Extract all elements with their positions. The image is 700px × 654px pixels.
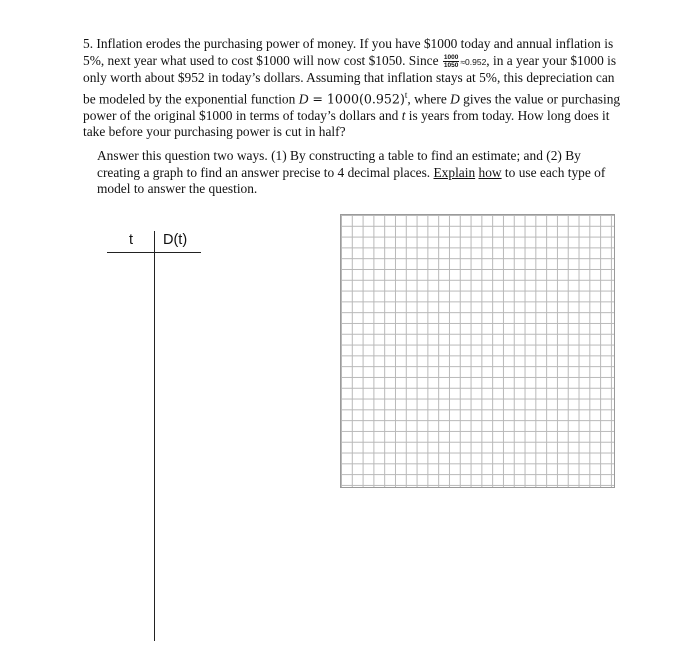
table-header-dt: D(t) xyxy=(163,232,188,248)
problem-text-2: , in a year your $1000 is only worth about $952 in today’s dollars. Assuming that inflation stays at 5%, this depreciation can be modeled by the exponential function xyxy=(83,52,617,107)
table-header-t: t xyxy=(129,232,134,248)
problem-text-3: , where xyxy=(407,91,451,107)
variable-d: D xyxy=(298,91,309,107)
table-divider xyxy=(154,231,155,641)
function-base: 1000(0.952) xyxy=(326,91,405,107)
problem-text-4: gives the value or purchasing power of the original $1000 in terms of today’s dollars and xyxy=(83,91,621,123)
fraction xyxy=(443,54,459,69)
t-chart-table xyxy=(107,231,201,641)
problem-text-1: 5. Inflation erodes the purchasing power of money. If you have $1000 today and annual inflation is 5%, next year what used to cost $1000 will now cost $1050. Since xyxy=(83,36,614,68)
fraction-denominator: 1050 xyxy=(443,62,459,70)
variable-t: t xyxy=(401,107,406,123)
problem-paragraph xyxy=(83,36,623,141)
problem-statement xyxy=(83,36,623,141)
function-exponent: t xyxy=(404,89,408,100)
answer-paragraph xyxy=(97,148,612,198)
explain-underlined: Explain xyxy=(433,164,476,180)
graph-grid xyxy=(340,214,615,488)
answer-text-1: Answer this question two ways. (1) By constructing a table to find an estimate; and (2) By creating a graph to find an answer precise to 4 decimal places. xyxy=(97,148,581,180)
answer-text-2: to use each type of model to answer the question. xyxy=(97,164,606,197)
equals-sign: = xyxy=(308,91,327,107)
how-underlined: how xyxy=(478,164,502,180)
variable-d-2: D xyxy=(450,91,460,107)
answer-instructions xyxy=(97,148,612,198)
problem-text-5: is years from today. How long does it take before your purchasing power is cut in half? xyxy=(83,107,610,140)
fraction-numerator: 1000 xyxy=(443,54,459,62)
approx-value: ≈0.952 xyxy=(460,56,487,67)
